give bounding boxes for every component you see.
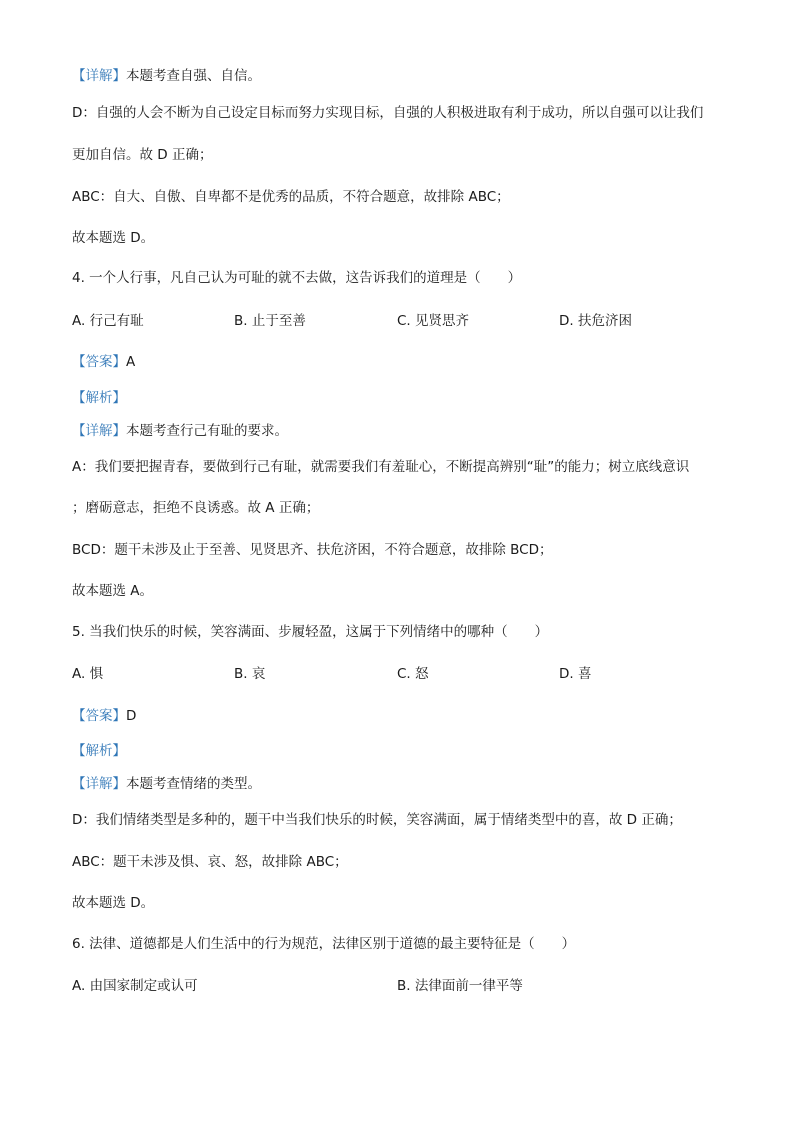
q6-option-a: A. 由国家制定或认可 <box>72 978 198 994</box>
analysis-tag: 【解析】 <box>72 743 126 759</box>
q4-option-a-explanation: A：我们要把握青春，要做到行己有耻，就需要我们有羞耻心，不断提高辨别“耻”的能力；树立底线意识 <box>72 459 690 475</box>
answer-tag: 【答案】 <box>72 354 126 370</box>
q5-conclusion: 故本题选 D。 <box>72 895 155 911</box>
q4-conclusion: 故本题选 A。 <box>72 583 154 599</box>
q3-conclusion: 故本题选 D。 <box>72 230 155 246</box>
q4-stem: 4. 一个人行事，凡自己认为可耻的就不去做，这告诉我们的道理是（ ） <box>72 270 522 286</box>
q4-option-c: C. 见贤思齐 <box>397 313 470 329</box>
q3-option-d-explanation-cont: 更加自信。故 D 正确； <box>72 147 213 163</box>
q4-option-a: A. 行己有耻 <box>72 313 144 329</box>
q4-detail <box>72 421 288 441</box>
detail-text: 本题考查自强、自信。 <box>126 68 261 84</box>
detail-tag: 【详解】 <box>72 423 126 439</box>
q5-analysis-tag <box>72 741 126 761</box>
q6-option-b: B. 法律面前一律平等 <box>397 978 523 994</box>
q5-abc-explanation: ABC：题干未涉及惧、哀、怒，故排除 ABC； <box>72 854 348 870</box>
q5-option-d: D. 喜 <box>559 666 592 682</box>
analysis-tag: 【解析】 <box>72 390 126 406</box>
detail-text: 本题考查情绪的类型。 <box>126 776 261 792</box>
q4-bcd-explanation: BCD：题干未涉及止于至善、见贤思齐、扶危济困，不符合题意，故排除 BCD； <box>72 542 553 558</box>
q4-option-d: D. 扶危济困 <box>559 313 632 329</box>
q4-option-b: B. 止于至善 <box>234 313 306 329</box>
q5-option-d-explanation: D：我们情绪类型是多种的，题干中当我们快乐的时候，笑容满面，属于情绪类型中的喜，故 D 正确； <box>72 812 682 828</box>
q5-option-c: C. 怒 <box>397 666 429 682</box>
q3-detail <box>72 66 261 86</box>
q5-option-b: B. 哀 <box>234 666 266 682</box>
q5-stem: 5. 当我们快乐的时候，笑容满面、步履轻盈，这属于下列情绪中的哪种（ ） <box>72 624 549 640</box>
detail-text: 本题考查行己有耻的要求。 <box>126 423 288 439</box>
detail-tag: 【详解】 <box>72 68 126 84</box>
answer-value: A <box>126 354 136 370</box>
q3-option-d-explanation: D：自强的人会不断为自己设定目标而努力实现目标，自强的人积极进取有利于成功，所以自强可以让我们 <box>72 105 704 121</box>
q4-option-a-explanation-cont: ；磨砺意志，拒绝不良诱惑。故 A 正确； <box>72 500 320 516</box>
q5-option-a: A. 惧 <box>72 666 104 682</box>
q4-answer <box>72 352 135 372</box>
q3-abc-explanation: ABC：自大、自傲、自卑都不是优秀的品质，不符合题意，故排除 ABC； <box>72 189 510 205</box>
q4-analysis-tag <box>72 388 126 408</box>
q5-detail <box>72 774 261 794</box>
answer-tag: 【答案】 <box>72 708 126 724</box>
detail-tag: 【详解】 <box>72 776 126 792</box>
q5-answer <box>72 706 136 726</box>
q6-stem: 6. 法律、道德都是人们生活中的行为规范，法律区别于道德的最主要特征是（ ） <box>72 936 576 952</box>
answer-value: D <box>126 708 137 724</box>
